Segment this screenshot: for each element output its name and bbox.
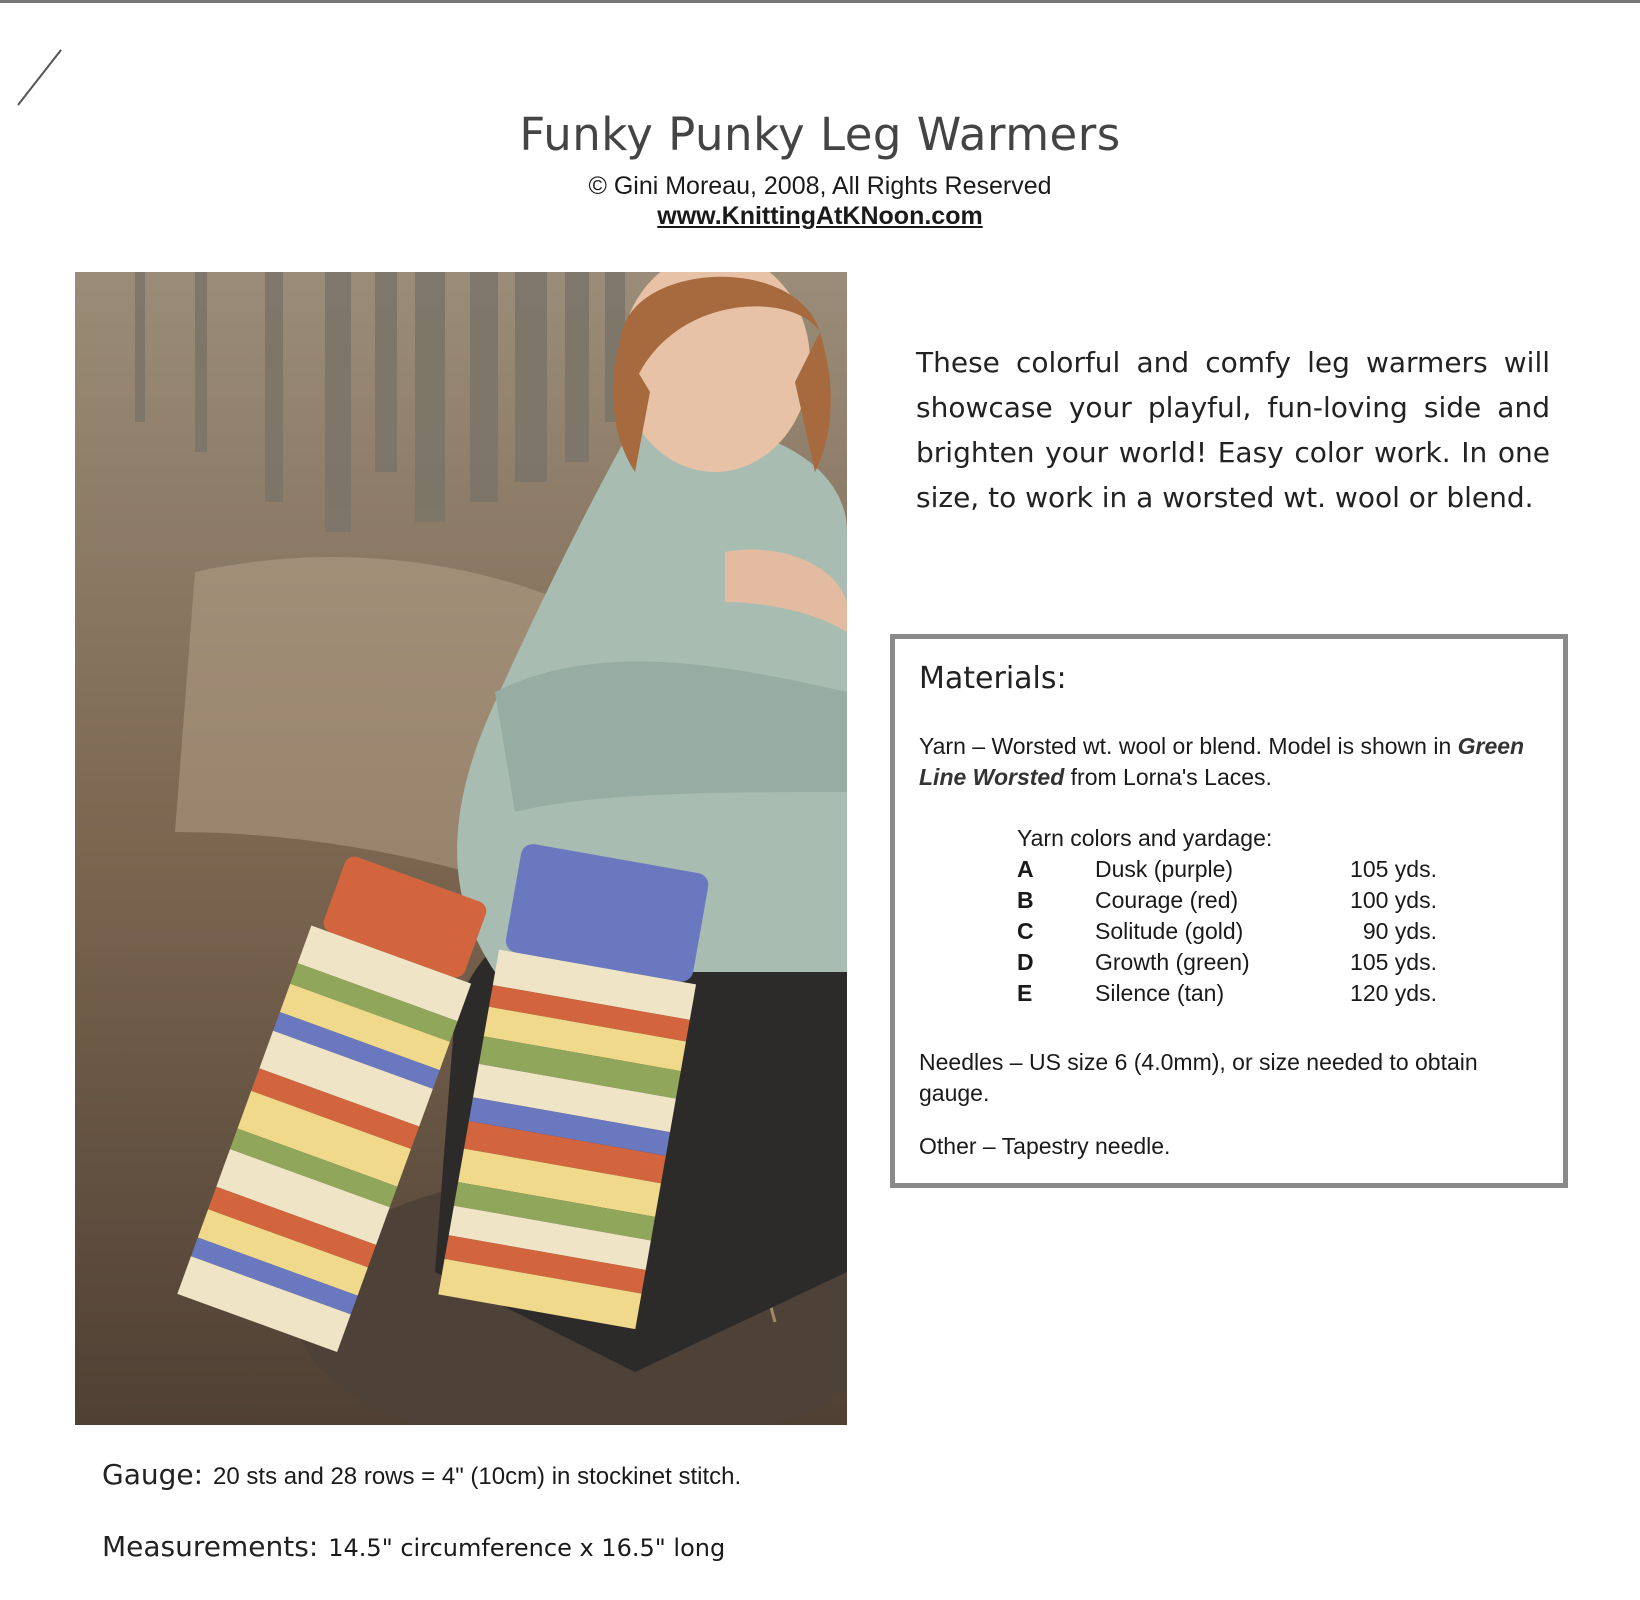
gauge-value: 20 sts and 28 rows = 4" (10cm) in stockinet stitch. (213, 1463, 742, 1490)
model-photo (75, 272, 847, 1425)
yarn-description (919, 731, 1549, 793)
materials-heading: Materials: (919, 661, 1067, 696)
measurements-value: 14.5" circumference x 16.5" long (328, 1534, 726, 1562)
color-name: Growth (green) (1095, 949, 1250, 975)
intro-paragraph: These colorful and comfy leg warmers will showcase your playful, fun-loving side and brighten your world! Easy color work. In one size, to work in a worsted wt. wool or blend. (916, 346, 1550, 514)
color-row-d (1017, 949, 1437, 980)
color-letter: A (1017, 856, 1034, 882)
color-row-e (1017, 980, 1437, 1011)
pen-mark (17, 49, 62, 105)
color-name: Dusk (purple) (1095, 856, 1234, 882)
color-letter: E (1017, 980, 1033, 1006)
measurements-label: Measurements: (102, 1530, 319, 1563)
yarn-brand: Green Line Worsted (919, 733, 1525, 790)
color-letter: B (1017, 887, 1034, 913)
gauge-line (102, 1458, 741, 1491)
color-name: Silence (tan) (1095, 980, 1225, 1006)
other-supplies: Other – Tapestry needle. (919, 1133, 1171, 1159)
needles-text: Needles – US size 6 (4.0mm), or size needed to obtain gauge. (919, 1049, 1478, 1106)
yarn-prefix: Yarn – Worsted wt. wool or blend. Model is shown in (919, 733, 1458, 759)
color-yardage: 120 yds. (1350, 980, 1437, 1006)
copyright-notice: © Gini Moreau, 2008, All Rights Reserved (588, 172, 1052, 200)
color-row-a (1017, 856, 1437, 887)
color-yardage: 105 yds. (1350, 856, 1437, 882)
color-yardage: 105 yds. (1350, 949, 1437, 975)
color-letter: D (1017, 949, 1034, 975)
photo-illustration (75, 272, 847, 1425)
measurements-line (102, 1530, 725, 1563)
color-row-c (1017, 918, 1437, 949)
color-yardage: 100 yds. (1350, 887, 1437, 913)
color-row-b (1017, 887, 1437, 918)
color-name: Solitude (gold) (1095, 918, 1244, 944)
website-link[interactable]: www.KnittingAtKNoon.com (657, 202, 983, 230)
colors-heading: Yarn colors and yardage: (1017, 825, 1273, 851)
materials-box (890, 634, 1568, 1188)
color-name: Courage (red) (1095, 887, 1239, 913)
color-yardage: 90 yds. (1362, 918, 1437, 944)
page-title: Funky Punky Leg Warmers (519, 108, 1121, 161)
yarn-suffix: from Lorna's Laces. (1064, 764, 1272, 790)
color-letter: C (1017, 918, 1034, 944)
gauge-label: Gauge: (102, 1458, 204, 1491)
scan-edge (0, 0, 1640, 3)
